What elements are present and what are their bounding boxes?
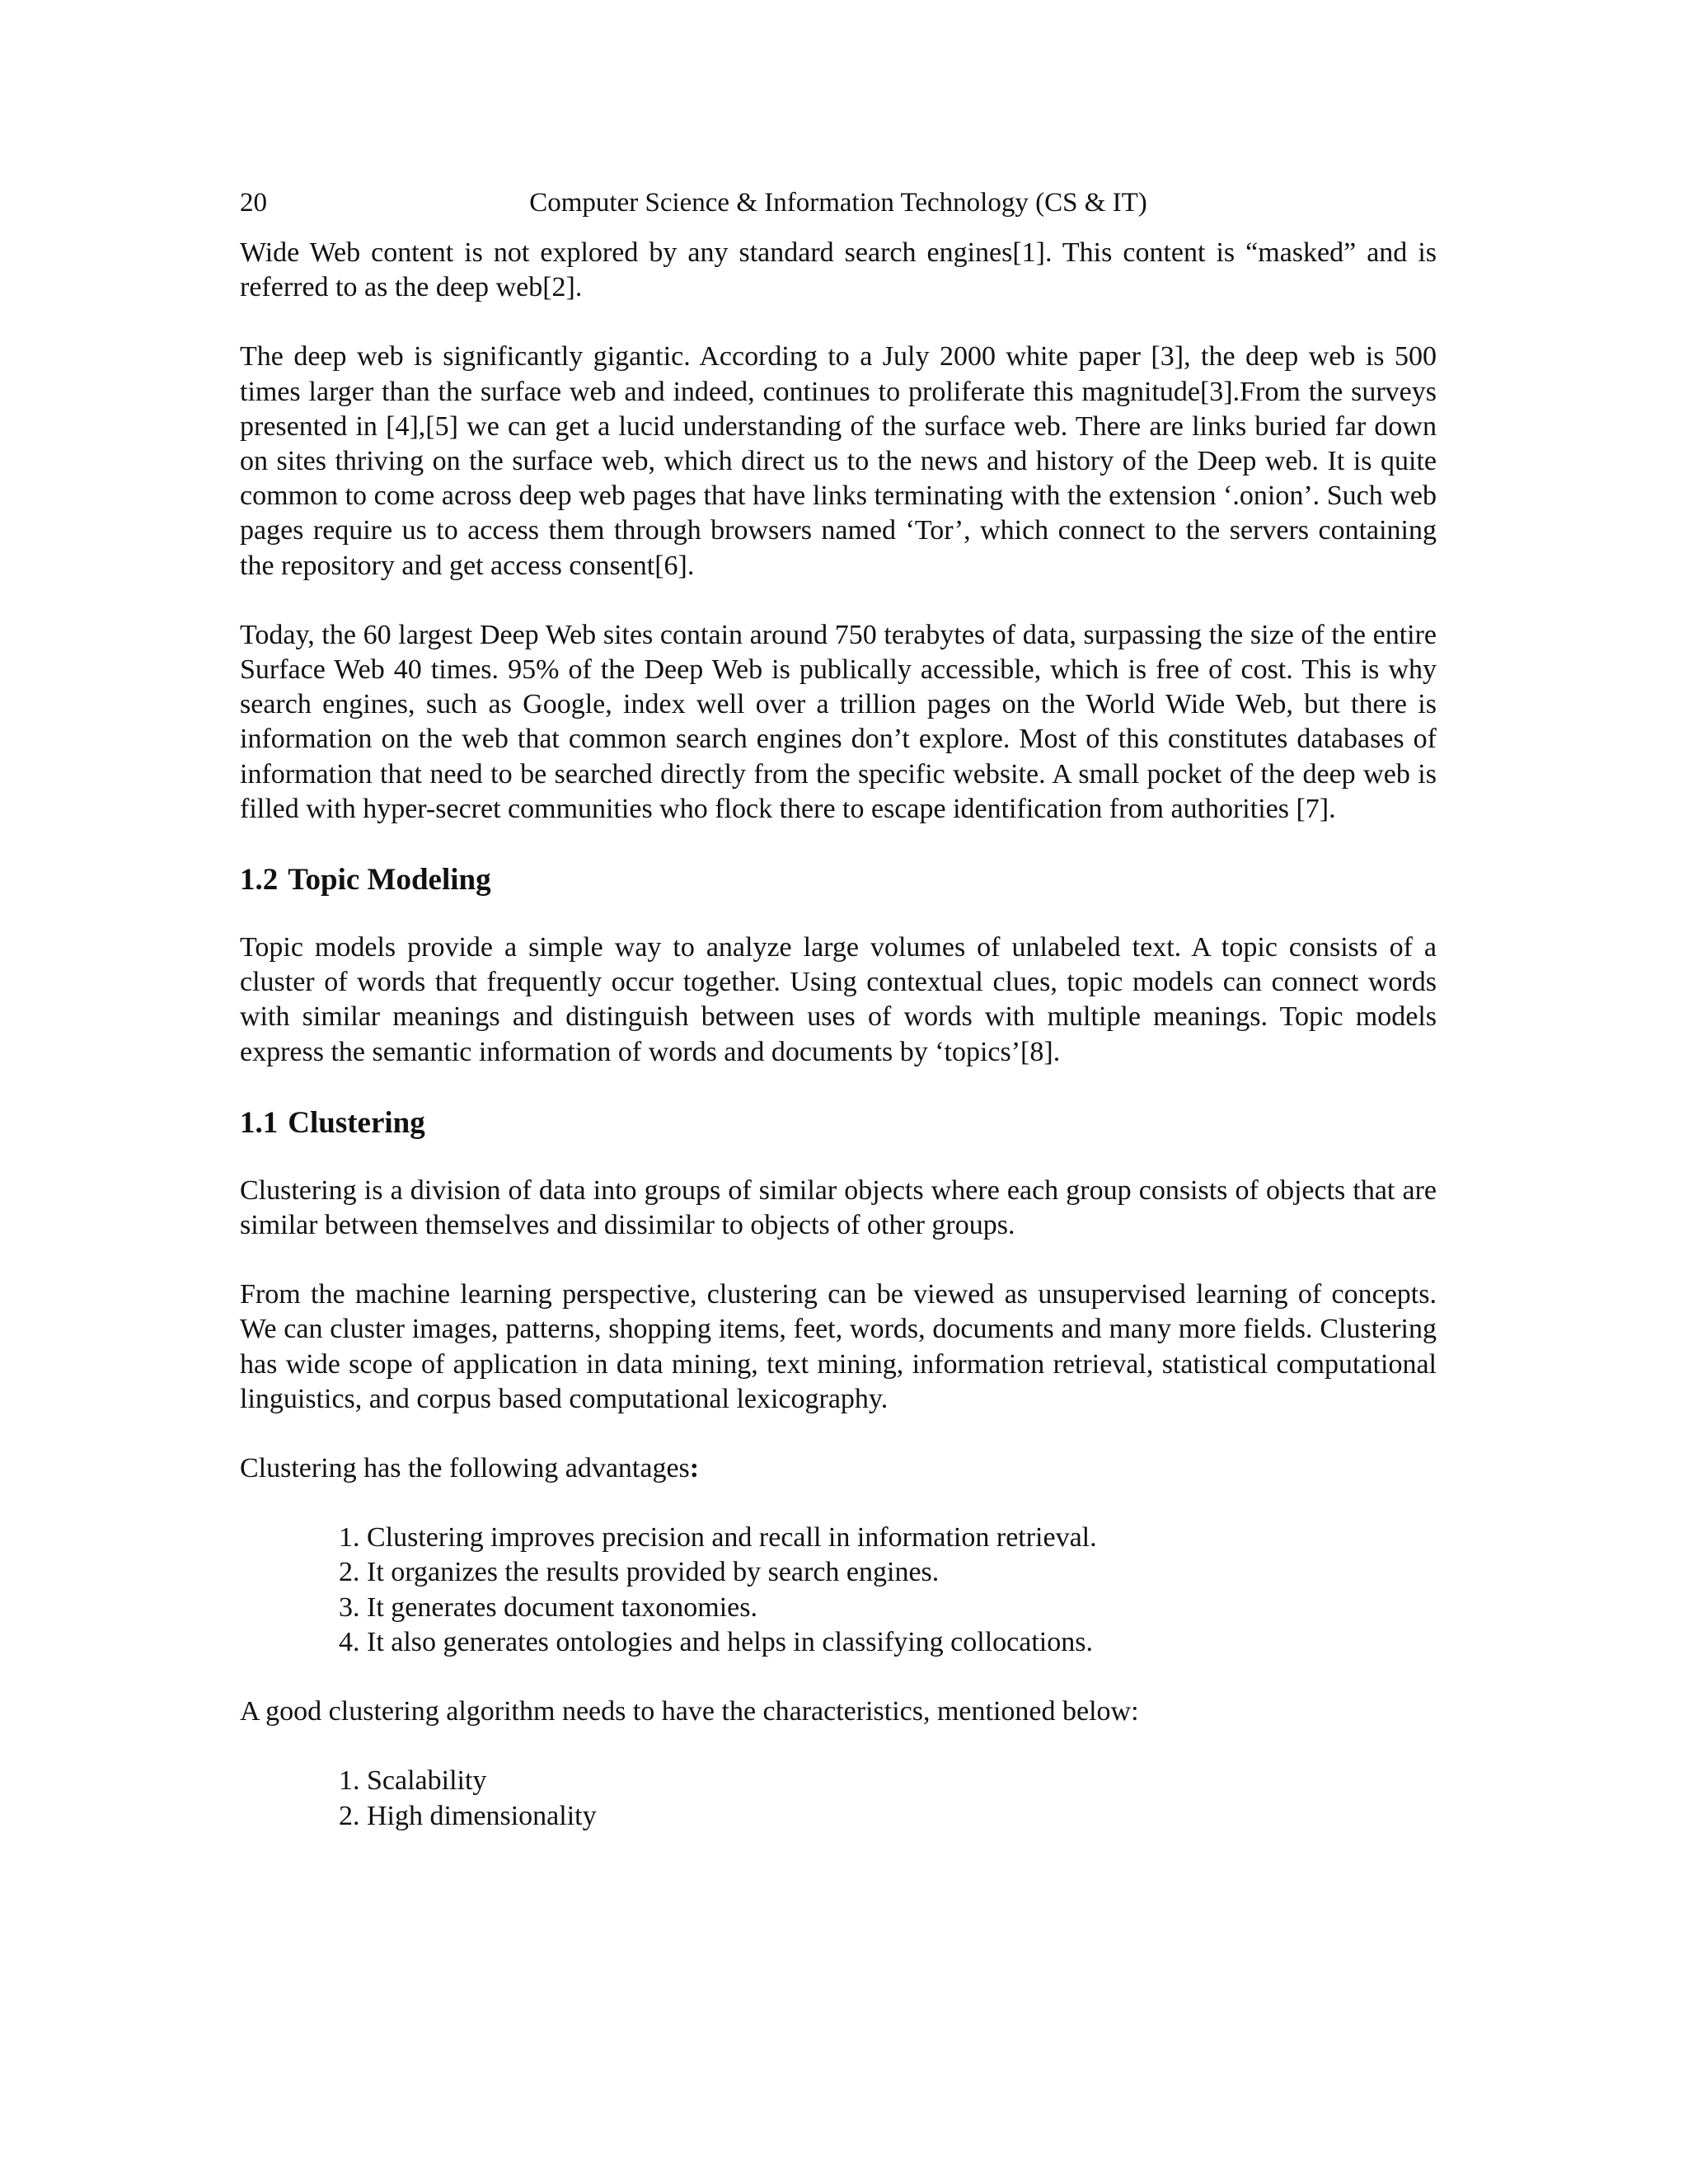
advantages-intro <box>240 1451 1437 1486</box>
heading-number: 1.1 <box>240 1105 279 1140</box>
page-number: 20 <box>240 188 267 218</box>
list-item: 2. It organizes the results provided by search engines. <box>339 1557 940 1588</box>
paragraph-deep-web-size: The deep web is significantly gigantic. According to a July 2000 white paper [3], the deep web is 500 times larger than the surface web and indeed, continues to proliferate this magnitude[3].From the surveys presented in [4],[5] we can get a lucid understanding of the surface web. There are links buried far down on sites thriving on the surface web, which direct us to the news and history of the Deep web. It is quite common to come across deep web pages that have links terminating with the extension ‘.onion’. Such web pages require us to access them through browsers named ‘Tor’, which connect to the servers containing the repository and get access consent[6]. <box>240 341 1437 581</box>
running-header <box>240 183 1437 223</box>
body-text <box>240 236 1437 1834</box>
list-item: 3. It generates document taxonomies. <box>339 1591 757 1623</box>
advantages-intro-text: Clustering has the following advantages <box>240 1453 690 1484</box>
list-item: 1. Scalability <box>339 1765 487 1797</box>
heading-topic-modeling <box>240 861 1437 899</box>
heading-number: 1.2 <box>240 863 279 898</box>
list-item: 4. It also generates ontologies and helps in classifying collocations. <box>339 1626 1093 1657</box>
paragraph-deep-web-intro: Wide Web content is not explored by any standard search engines[1]. This content is “masked” and is referred to as the deep web[2]. <box>240 237 1437 303</box>
characteristics-list <box>240 1764 1437 1833</box>
list-item: 2. High dimensionality <box>339 1800 597 1831</box>
journal-title: Computer Science & Information Technology (CS & IT) <box>529 188 1147 218</box>
heading-title: Clustering <box>288 1105 425 1140</box>
advantages-colon: : <box>689 1453 700 1484</box>
heading-clustering <box>240 1104 1437 1142</box>
advantages-list <box>240 1521 1437 1660</box>
paragraph-clustering-ml: From the machine learning perspective, clustering can be viewed as unsupervised learning of concepts. We can cluster images, patterns, shopping items, feet, words, documents and many more fields. Clustering has wide scope of application in data mining, text mining, information retrieval, statistical computational linguistics, and corpus based computational lexicography. <box>240 1279 1437 1414</box>
characteristics-intro: A good clustering algorithm needs to have the characteristics, mentioned below: <box>240 1696 1139 1727</box>
paragraph-clustering-definition: Clustering is a division of data into groups of similar objects where each group consists of objects that are similar between themselves and dissimilar to objects of other groups. <box>240 1174 1437 1241</box>
paragraph-topic-models: Topic models provide a simple way to analyze large volumes of unlabeled text. A topic consists of a cluster of words that frequently occur together. Using contextual clues, topic models can connect words with similar meanings and distinguish between uses of words with multiple meanings. Topic models express the semantic information of words and documents by ‘topics’[8]. <box>240 932 1437 1067</box>
document-page <box>240 183 1437 1868</box>
paragraph-deep-web-stats: Today, the 60 largest Deep Web sites contain around 750 terabytes of data, surpassing the size of the entire Surface Web 40 times. 95% of the Deep Web is publically accessible, which is free of cost. This is why search engines, such as Google, index well over a trillion pages on the World Wide Web, but there is information on the web that common search engines don’t explore. Most of this constitutes databases of information that need to be searched directly from the specific website. A small pocket of the deep web is filled with hyper-secret communities who flock there to escape identification from authorities [7]. <box>240 619 1437 824</box>
heading-title: Topic Modeling <box>288 863 491 898</box>
list-item: 1. Clustering improves precision and recall in information retrieval. <box>339 1522 1097 1554</box>
